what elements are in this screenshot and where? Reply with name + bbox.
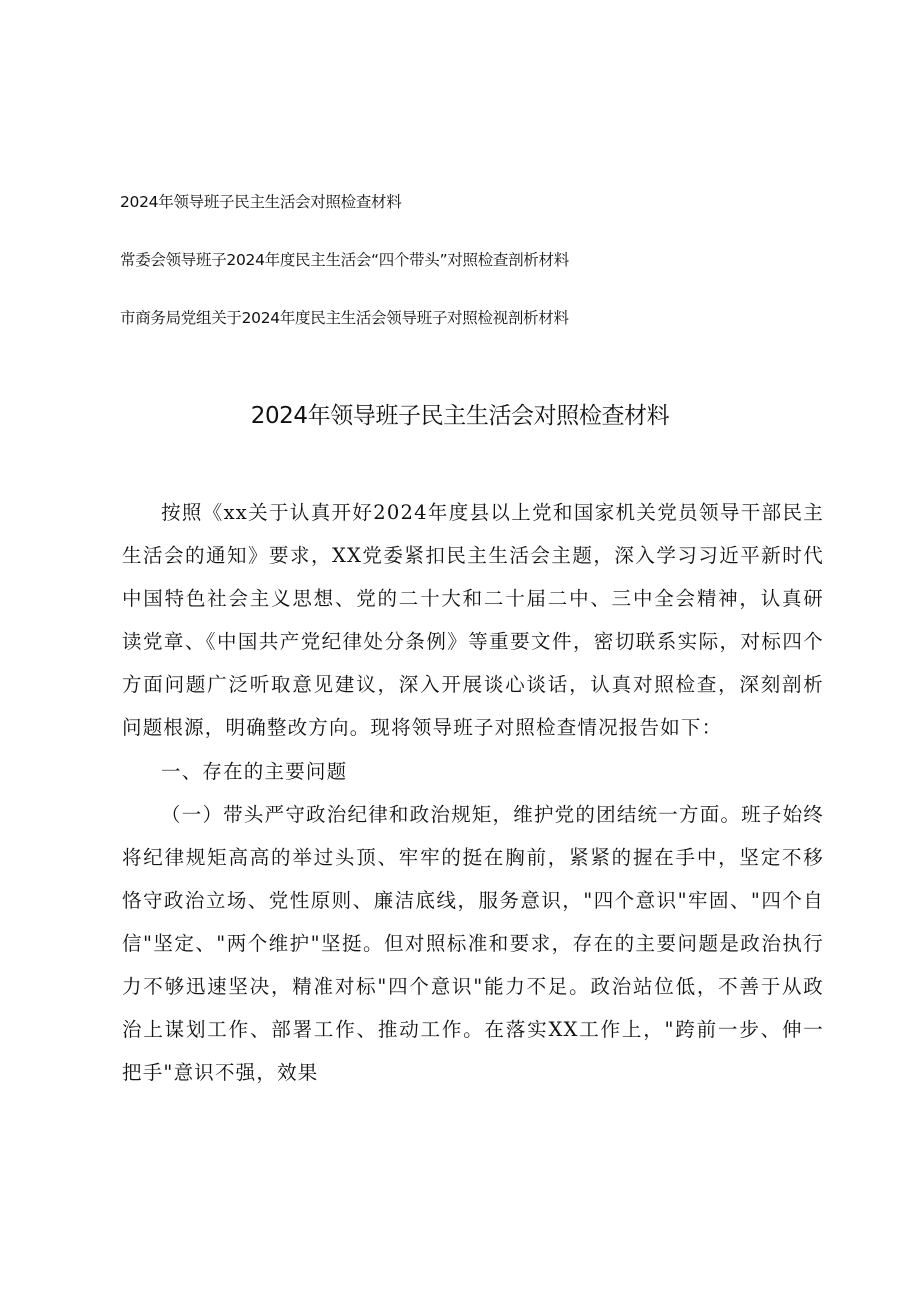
document-title: 2024年领导班子民主生活会对照检查材料	[250, 403, 670, 429]
toc-item-1[interactable]: 2024年领导班子民主生活会对照检查材料	[120, 193, 402, 211]
intro-paragraph: 按照《xx关于认真开好2024年度县以上党和国家机关党员领导干部民主生活会的通知》要求，XX党委紧扣民主生活会主题，深入学习习近平新时代中国特色社会主义思想、党的二十大和二十届二中、三中全会精神，认真研读党章、《中国共产党纪律处分条例》等重要文件，密切联系实际，对标四个方面问题广泛听取意见建议，深入开展谈心谈话，认真对照检查，深刻剖析问题根源，明确整改方向。现将领导班子对照检查情况报告如下：	[122, 501, 824, 740]
subsection-paragraph: （一）带头严守政治纪律和政治规矩，维护党的团结统一方面。班子始终将纪律规矩高高的举过头顶、牢牢的挺在胸前，紧紧的握在手中，坚定不移恪守政治立场、党性原则、廉洁底线，服务意识，"四个意识"牢固、"四个自信"坚定、"两个维护"坚挺。但对照标准和要求，存在的主要问题是政治执行力不够迅速坚决，精准对标"四个意识"能力不足。政治站位低，不善于从政治上谋划工作、部署工作、推动工作。在落实XX工作上，"跨前一步、伸一把手"意识不强，效果	[122, 802, 824, 1085]
section-heading: 一、存在的主要问题	[161, 759, 348, 783]
document-body	[122, 491, 824, 1094]
toc-item-3[interactable]: 市商务局党组关于2024年度民主生活会领导班子对照检视剖析材料	[120, 309, 569, 327]
toc-item-2[interactable]: 常委会领导班子2024年度民主生活会“四个带头”对照检查剖析材料	[120, 251, 569, 269]
table-of-contents	[120, 188, 840, 362]
